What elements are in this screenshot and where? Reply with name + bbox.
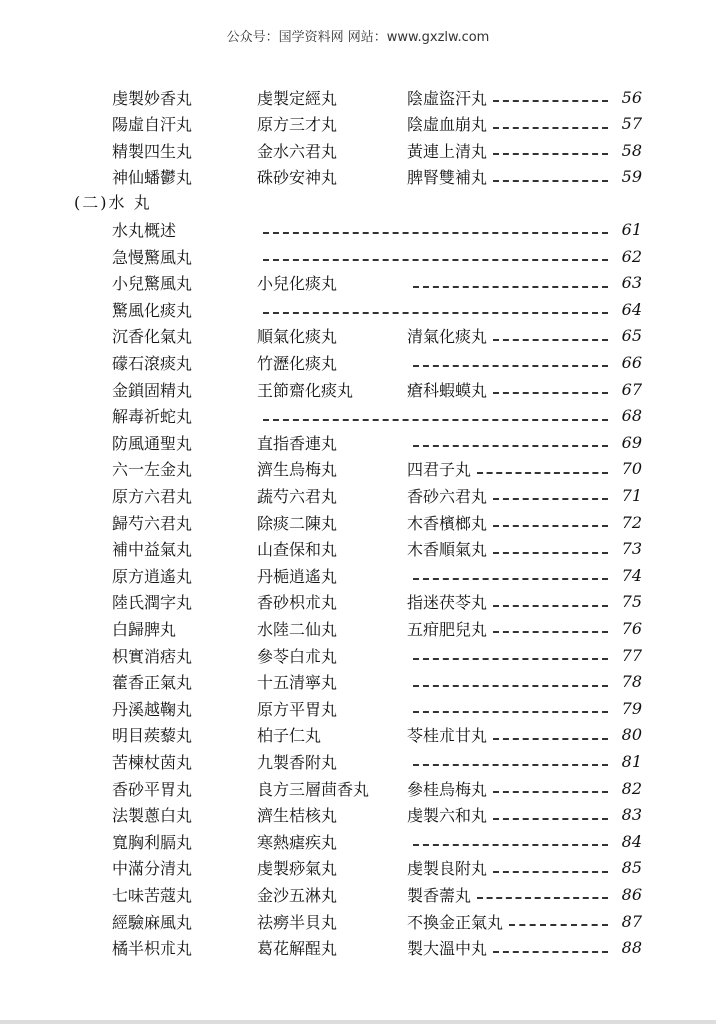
- toc-entry[interactable]: 葛花解酲丸: [257, 939, 338, 959]
- toc-entry[interactable]: 橘半枳朮丸: [112, 939, 193, 959]
- toc-entry[interactable]: 急慢驚風丸: [112, 247, 193, 267]
- dot-leader: [413, 685, 608, 687]
- toc-entry[interactable]: 七味苦蔻丸: [112, 885, 193, 905]
- toc-entry[interactable]: 歸芍六君丸: [112, 513, 193, 533]
- toc-row: [112, 456, 642, 482]
- toc-row: [112, 296, 642, 322]
- toc-row: [112, 243, 642, 269]
- page-number: 56: [621, 87, 642, 107]
- toc-entry[interactable]: 良方三層茴香丸: [257, 779, 370, 799]
- toc-entry[interactable]: 金水六君丸: [257, 141, 338, 161]
- toc-entry[interactable]: 濟生烏梅丸: [257, 460, 338, 480]
- dot-leader: [263, 312, 608, 314]
- toc-entry[interactable]: 陸氏潤字丸: [112, 593, 193, 613]
- dot-leader: [493, 525, 608, 527]
- toc-entry[interactable]: 順氣化痰丸: [257, 327, 338, 347]
- page-number: 70: [621, 459, 642, 479]
- page-number: 86: [621, 884, 642, 904]
- toc-row: [112, 935, 642, 961]
- dot-leader: [493, 951, 608, 953]
- toc-row: [112, 84, 642, 110]
- toc-entry[interactable]: 原方逍遙丸: [112, 566, 193, 586]
- toc-entry[interactable]: 虔製痧氣丸: [257, 859, 338, 879]
- toc-entry[interactable]: 金鎖固精丸: [112, 380, 193, 400]
- toc-entry[interactable]: 經驗麻風丸: [112, 912, 193, 932]
- dot-leader: [413, 844, 608, 846]
- toc-entry[interactable]: 瘡科蝦蟆丸: [407, 380, 488, 400]
- dot-leader: [477, 472, 608, 474]
- page-number: 81: [621, 751, 642, 771]
- dot-leader: [493, 339, 608, 341]
- page-number: 64: [621, 299, 642, 319]
- toc-row: [112, 403, 642, 429]
- toc-entry[interactable]: 十五清寧丸: [257, 673, 338, 693]
- page-number: 79: [621, 698, 642, 718]
- dot-leader: [413, 658, 608, 660]
- toc-entry[interactable]: 祛癆半貝丸: [257, 912, 338, 932]
- toc-row: [112, 802, 642, 828]
- toc-row: [112, 615, 642, 641]
- toc-row: [112, 137, 642, 163]
- dot-leader: [493, 552, 608, 554]
- section-heading: (二)水 丸: [74, 192, 152, 212]
- dot-leader: [493, 180, 608, 182]
- toc-entry[interactable]: 濟生桔核丸: [257, 806, 338, 826]
- toc-entry[interactable]: 四君子丸: [407, 460, 472, 480]
- toc-entry[interactable]: 陰虛血崩丸: [407, 115, 488, 135]
- toc-row: [112, 376, 642, 402]
- toc-entry[interactable]: 法製蔥白丸: [112, 806, 193, 826]
- toc-row: [112, 722, 642, 748]
- page-number: 69: [621, 432, 642, 452]
- dot-leader: [493, 127, 608, 129]
- dot-leader: [263, 419, 608, 421]
- toc-entry[interactable]: 解毒祈蛇丸: [112, 407, 193, 427]
- page-number: 73: [621, 539, 642, 559]
- toc-entry[interactable]: 寒熱瘧疾丸: [257, 832, 338, 852]
- toc-entry[interactable]: 參苓白朮丸: [257, 646, 338, 666]
- toc-entry[interactable]: 陽虛自汗丸: [112, 115, 193, 135]
- toc-entry[interactable]: 五疳肥兒丸: [407, 619, 488, 639]
- toc-entry[interactable]: 白歸脾丸: [112, 619, 177, 639]
- page-number: 63: [621, 273, 642, 293]
- toc-entry[interactable]: 製香薷丸: [407, 885, 472, 905]
- toc-entry[interactable]: 製大溫中丸: [407, 939, 488, 959]
- toc-entry[interactable]: 小兒驚風丸: [112, 274, 193, 294]
- toc-entry[interactable]: 柏子仁丸: [257, 726, 322, 746]
- dot-leader: [493, 100, 608, 102]
- toc-entry[interactable]: 神仙蟠鬱丸: [112, 168, 193, 188]
- toc-row: [112, 748, 642, 774]
- toc-entry[interactable]: 木香檳榔丸: [407, 513, 488, 533]
- toc-entry[interactable]: 直指香連丸: [257, 433, 338, 453]
- toc-entry[interactable]: 參桂烏梅丸: [407, 779, 488, 799]
- page-number: 75: [621, 592, 642, 612]
- page-number: 78: [621, 672, 642, 692]
- page-header: 公众号：国学资料网 网站：www.gxzlw.com: [226, 30, 490, 45]
- toc-entry[interactable]: 明目蒺藜丸: [112, 726, 193, 746]
- toc-entry[interactable]: 苦楝杖茵丸: [112, 752, 193, 772]
- dot-leader: [413, 286, 608, 288]
- toc-row: [112, 695, 642, 721]
- toc-entry[interactable]: 清氣化痰丸: [407, 327, 488, 347]
- page-number: 61: [621, 219, 642, 239]
- page-number: 72: [621, 512, 642, 532]
- page-number: 62: [621, 246, 642, 266]
- toc-entry[interactable]: 精製四生丸: [112, 141, 193, 161]
- toc-row: [112, 349, 642, 375]
- page-number: 80: [621, 725, 642, 745]
- dot-leader: [413, 365, 608, 367]
- toc-row: [112, 482, 642, 508]
- toc-entry[interactable]: 水陸二仙丸: [257, 619, 338, 639]
- toc-entry[interactable]: 九製香附丸: [257, 752, 338, 772]
- toc-entry[interactable]: 除痰二陳丸: [257, 513, 338, 533]
- toc-entry[interactable]: 香砂六君丸: [407, 486, 488, 506]
- toc-row: [112, 828, 642, 854]
- page-number: 88: [621, 938, 642, 958]
- toc-entry[interactable]: 香砂枳朮丸: [257, 593, 338, 613]
- toc-row: [112, 775, 642, 801]
- toc-entry[interactable]: 脾腎雙補丸: [407, 168, 488, 188]
- toc-entry[interactable]: 沉香化氣丸: [112, 327, 193, 347]
- toc-entry[interactable]: 丹梔逍遙丸: [257, 566, 338, 586]
- dot-leader: [413, 711, 608, 713]
- toc-entry[interactable]: 虔製六和丸: [407, 806, 488, 826]
- toc-row: [112, 429, 642, 455]
- toc-entry[interactable]: 原方平胃丸: [257, 699, 338, 719]
- toc-row: [112, 908, 642, 934]
- dot-leader: [493, 871, 608, 873]
- toc-row: [112, 270, 642, 296]
- toc-entry[interactable]: 枳實消痞丸: [112, 646, 193, 666]
- toc-row: [112, 562, 642, 588]
- page-number: 85: [621, 858, 642, 878]
- toc-entry[interactable]: 寬胸利膈丸: [112, 832, 193, 852]
- bottom-divider: [0, 1020, 716, 1024]
- toc-entry[interactable]: 原方三才丸: [257, 115, 338, 135]
- toc-entry[interactable]: 驚風化痰丸: [112, 300, 193, 320]
- toc-row: [112, 881, 642, 907]
- toc-entry[interactable]: 木香順氣丸: [407, 540, 488, 560]
- dot-leader: [493, 605, 608, 607]
- toc-entry[interactable]: 苓桂朮甘丸: [407, 726, 488, 746]
- toc-row: [112, 509, 642, 535]
- page-number: 65: [621, 326, 642, 346]
- dot-leader: [413, 578, 608, 580]
- page-number: 83: [621, 805, 642, 825]
- toc-entry[interactable]: 不換金正氣丸: [407, 912, 504, 932]
- dot-leader: [413, 445, 608, 447]
- toc-entry[interactable]: 小兒化痰丸: [257, 274, 338, 294]
- toc-row: [112, 111, 642, 137]
- page-number: 59: [621, 167, 642, 187]
- dot-leader: [493, 738, 608, 740]
- toc-entry[interactable]: 六一左金丸: [112, 460, 193, 480]
- toc-row: [112, 589, 642, 615]
- toc-entry[interactable]: 中滿分清丸: [112, 859, 193, 879]
- page-number: 66: [621, 352, 642, 372]
- toc-row: [112, 323, 642, 349]
- page-number: 68: [621, 406, 642, 426]
- toc-row: [112, 669, 642, 695]
- dot-leader: [493, 818, 608, 820]
- dot-leader: [493, 498, 608, 500]
- toc-entry[interactable]: 山查保和丸: [257, 540, 338, 560]
- toc-row: [112, 642, 642, 668]
- toc-entry[interactable]: 陰虛盜汗丸: [407, 88, 488, 108]
- toc-entry[interactable]: 竹瀝化痰丸: [257, 353, 338, 373]
- page-number: 76: [621, 618, 642, 638]
- dot-leader: [493, 392, 608, 394]
- dot-leader: [413, 764, 608, 766]
- toc-entry[interactable]: 原方六君丸: [112, 486, 193, 506]
- page-number: 57: [621, 114, 642, 134]
- toc-row: [112, 164, 642, 190]
- toc-row: [112, 216, 642, 242]
- dot-leader: [493, 153, 608, 155]
- toc-entry[interactable]: 礞石滾痰丸: [112, 353, 193, 373]
- toc-row: [112, 855, 642, 881]
- toc-entry[interactable]: 藿香正氣丸: [112, 673, 193, 693]
- page-number: 77: [621, 645, 642, 665]
- page-number: 67: [621, 379, 642, 399]
- toc-entry[interactable]: 指迷茯苓丸: [407, 593, 488, 613]
- toc-entry[interactable]: 水丸概述: [112, 220, 177, 240]
- dot-leader: [263, 232, 608, 234]
- toc-row: [112, 536, 642, 562]
- page-number: 58: [621, 140, 642, 160]
- page-number: 84: [621, 831, 642, 851]
- page-number: 71: [621, 485, 642, 505]
- toc-entry[interactable]: 虔製妙香丸: [112, 88, 193, 108]
- toc-entry[interactable]: 丹溪越鞠丸: [112, 699, 193, 719]
- dot-leader: [493, 791, 608, 793]
- toc-entry[interactable]: 香砂平胃丸: [112, 779, 193, 799]
- toc-entry[interactable]: 虔製定經丸: [257, 88, 338, 108]
- toc-entry[interactable]: 硃砂安神丸: [257, 168, 338, 188]
- dot-leader: [477, 897, 608, 899]
- dot-leader: [263, 259, 608, 261]
- page-number: 87: [621, 911, 642, 931]
- toc-entry[interactable]: 虔製良附丸: [407, 859, 488, 879]
- toc-entry[interactable]: 王節齋化痰丸: [257, 380, 354, 400]
- toc-entry[interactable]: 防風通聖丸: [112, 433, 193, 453]
- page-number: 82: [621, 778, 642, 798]
- page-number: 74: [621, 565, 642, 585]
- toc-entry[interactable]: 黃連上清丸: [407, 141, 488, 161]
- toc-entry[interactable]: 金沙五淋丸: [257, 885, 338, 905]
- toc-entry[interactable]: 補中益氣丸: [112, 540, 193, 560]
- toc-entry[interactable]: 蔬芍六君丸: [257, 486, 338, 506]
- dot-leader: [509, 924, 608, 926]
- dot-leader: [493, 631, 608, 633]
